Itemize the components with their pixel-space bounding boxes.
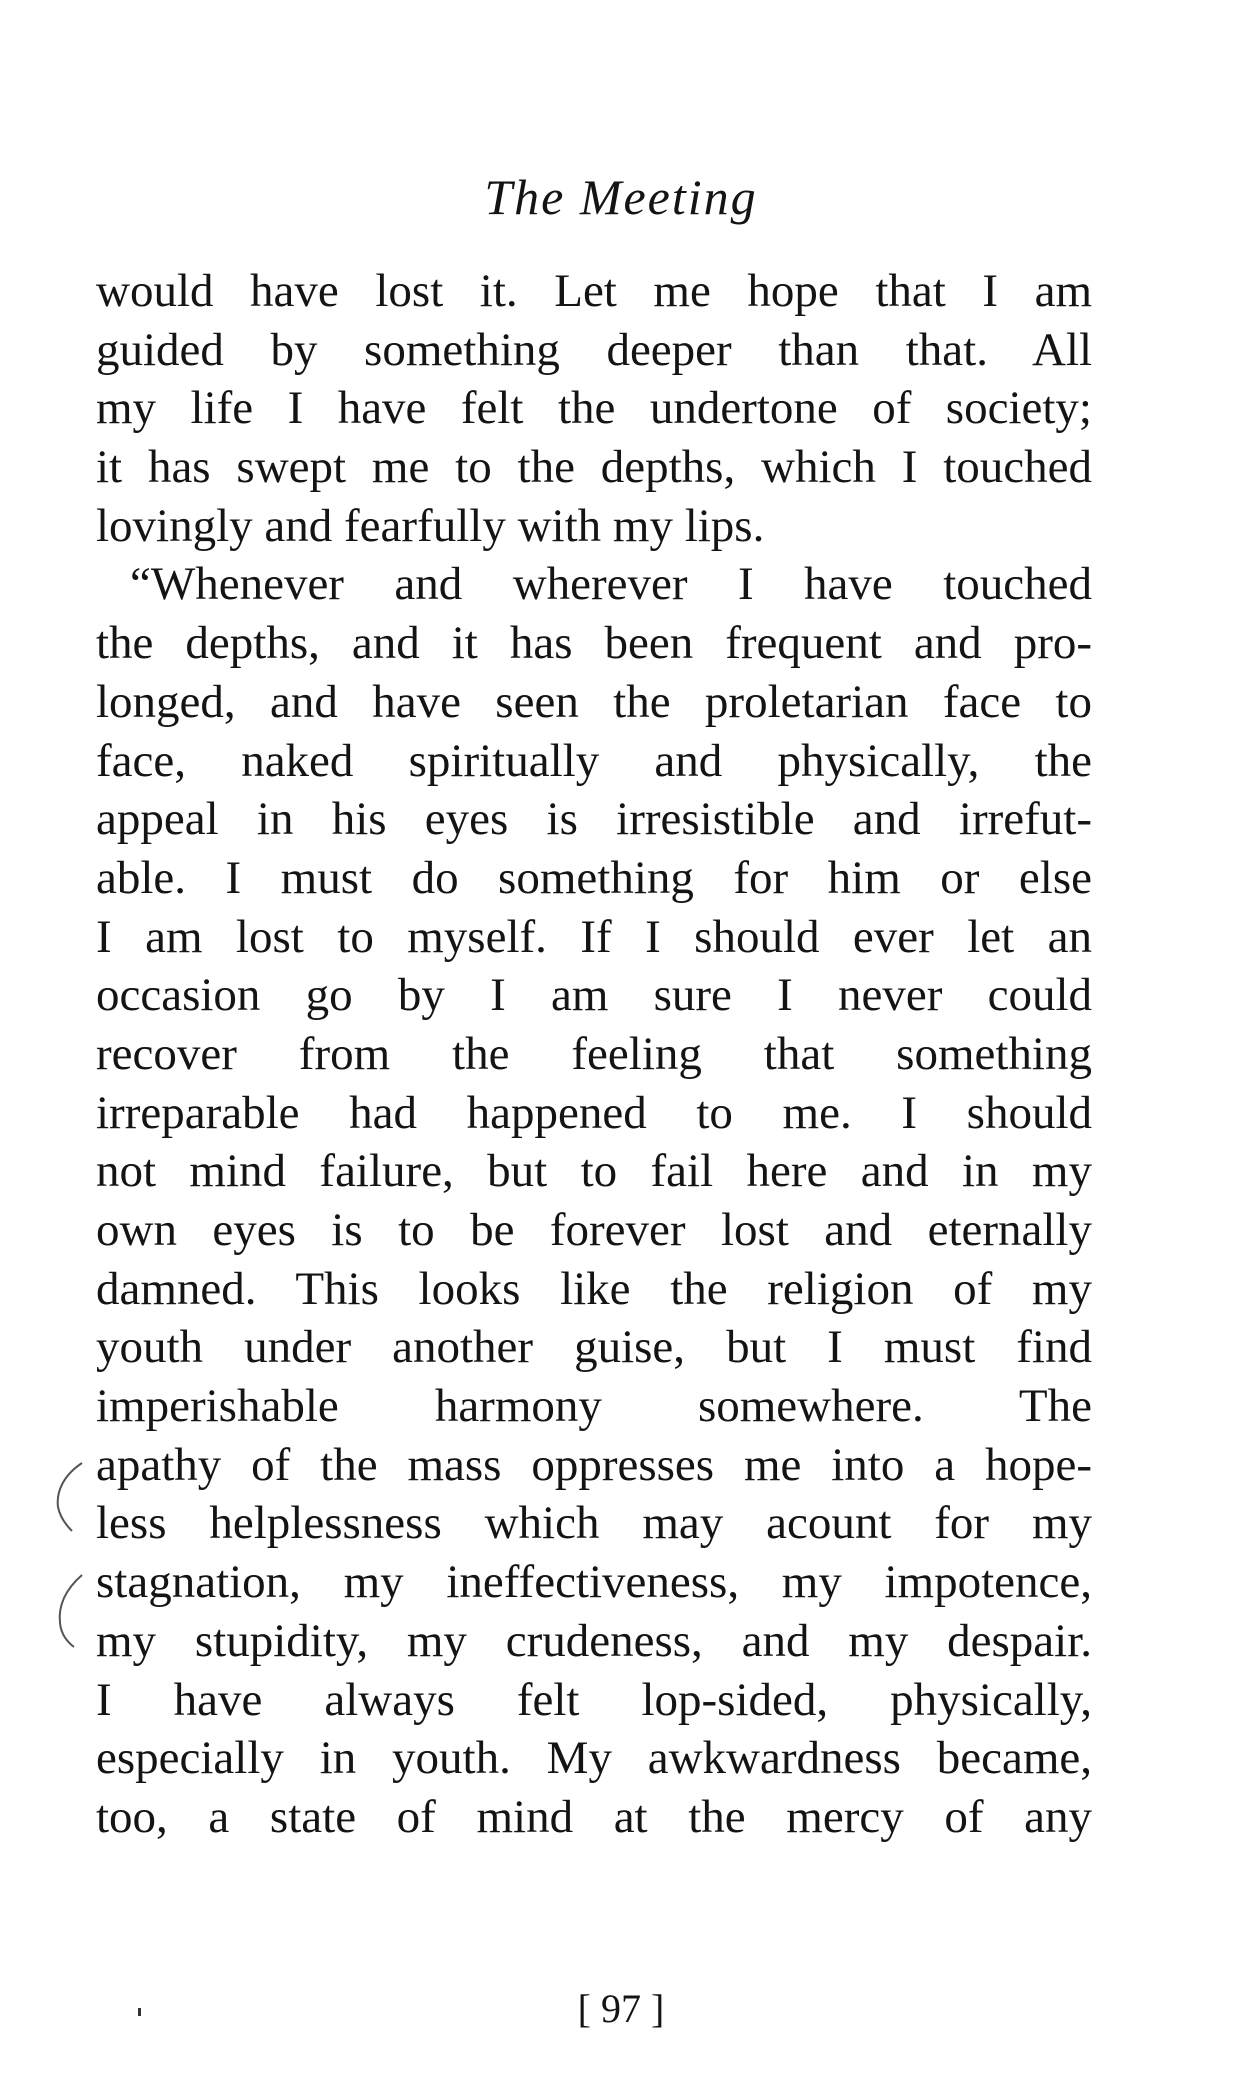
text-line: my life I have felt the undertone of society; xyxy=(96,382,1092,435)
text-line: irreparable had happened to me. I should xyxy=(96,1086,1092,1139)
text-line: apathy of the mass oppresses me into a hope- xyxy=(96,1438,1092,1491)
text-line: own eyes is to be forever lost and eternally xyxy=(96,1204,1092,1256)
text-line: my stupidity, my crudeness, and my despair. xyxy=(96,1614,1092,1667)
text-line: I have always felt lop-sided, physically, xyxy=(96,1673,1092,1726)
text-line: longed, and have seen the proletarian face to xyxy=(96,675,1092,728)
text-line: not mind failure, but to fail here and in my xyxy=(96,1145,1092,1198)
text-line: would have lost it. Let me hope that I am xyxy=(96,265,1092,317)
page-number: [ 97 ] xyxy=(577,1986,665,2031)
text-line: especially in youth. My awkwardness became, xyxy=(96,1732,1092,1785)
text-line: the depths, and it has been frequent and pro- xyxy=(96,617,1092,670)
text-line: youth under another guise, but I must find xyxy=(96,1321,1092,1374)
margin-pencil-mark xyxy=(52,1455,92,1765)
text-line: face, naked spiritually and physically, the xyxy=(96,734,1092,787)
text-line: guided by something deeper than that. All xyxy=(96,323,1092,376)
text-line: lovingly and fearfully with my lips. xyxy=(96,499,765,552)
text-line: occasion go by I am sure I never could xyxy=(96,969,1092,1022)
text-line: I am lost to myself. If I should ever let an xyxy=(96,910,1092,963)
text-line: appeal in his eyes is irresistible and irrefut- xyxy=(96,793,1092,846)
text-line: it has swept me to the depths, which I touched xyxy=(96,441,1092,494)
text-line: recover from the feeling that something xyxy=(96,1027,1092,1080)
running-head: The Meeting xyxy=(484,169,758,225)
text-line: too, a state of mind at the mercy of any xyxy=(96,1790,1092,1843)
body-text xyxy=(96,262,1092,1847)
text-line: damned. This looks like the religion of my xyxy=(96,1262,1092,1315)
text-line: “Whenever and wherever I have touched xyxy=(130,558,1092,611)
text-line: less helplessness which may acount for my xyxy=(96,1497,1092,1550)
text-line: imperishable harmony somewhere. The xyxy=(96,1380,1092,1433)
text-line: stagnation, my ineffectiveness, my impotence, xyxy=(96,1556,1092,1609)
text-line: able. I must do something for him or else xyxy=(96,851,1092,904)
